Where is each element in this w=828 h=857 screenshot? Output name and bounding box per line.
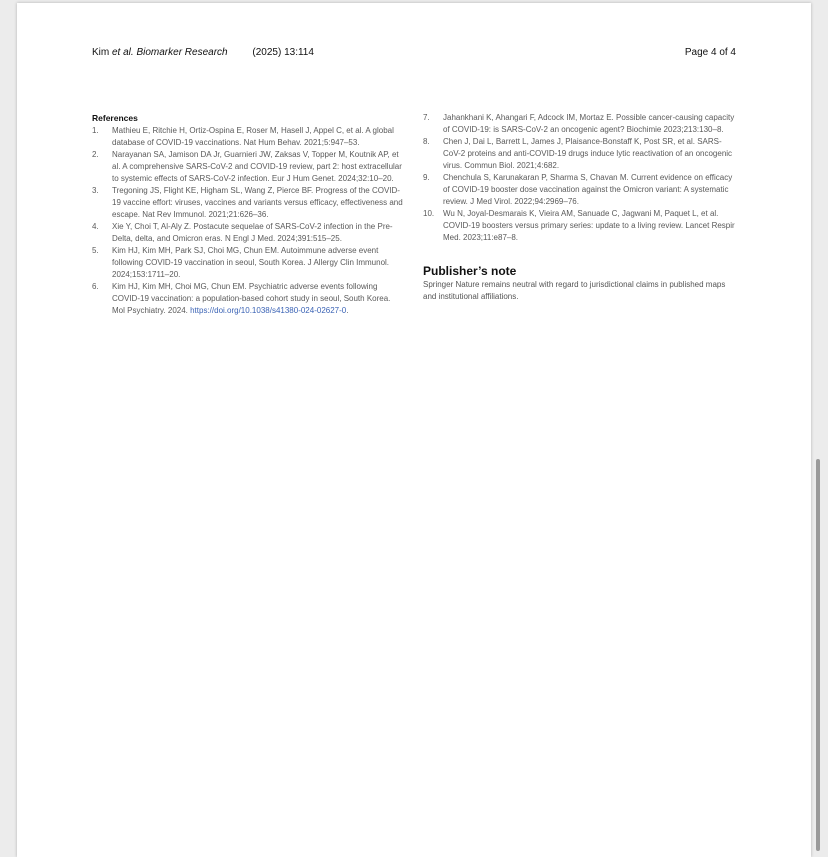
reference-item: 2. Narayanan SA, Jamison DA Jr, Guarnieri JW, Zaksas V, Topper M, Koutnik AP, et al. A comprehensive SARS-CoV-2 and COVID-19 review, part 2: host extracellular to systemic effects of SARS-CoV-2 infection. Eur J Hum Genet. 2024;32:10–20. — [92, 150, 402, 183]
running-header — [92, 47, 314, 58]
references-heading: References — [92, 113, 138, 123]
pdf-page — [17, 3, 811, 857]
publishers-note-heading: Publisher’s note — [423, 264, 517, 278]
reference-item: 9. Chenchula S, Karunakaran P, Sharma S, Chavan M. Current evidence on efficacy of COVID-19 booster dose vaccination against the Omicron variant: A systematic review. J Med Virol. 2022;94:2969–76. — [423, 173, 733, 206]
doi-link[interactable]: https://doi.org/10.1038/s41380-024-02627-0 — [190, 306, 347, 315]
journal-citation: Kim et al. Biomarker Research — [92, 47, 228, 58]
reference-item: 1. Mathieu E, Ritchie H, Ortiz-Ospina E, Roser M, Hasell J, Appel C, et al. A global database of COVID-19 vaccinations. Nat Hum Behav. 2021;5:947–53. — [92, 126, 394, 147]
vertical-scrollbar[interactable] — [816, 459, 820, 851]
reference-item: 8. Chen J, Dai L, Barrett L, James J, Plaisance-Bonstaff K, Post SR, et al. SARS-CoV-2 proteins and anti-COVID-19 drugs induce lytic reactivation of an oncogenic virus. Commun Biol. 2021;4:682. — [423, 137, 733, 170]
publishers-note-text: Springer Nature remains neutral with regard to jurisdictional claims in published maps and institutional affiliations. — [423, 280, 726, 301]
references-column-left — [92, 112, 404, 317]
reference-item: 6. Kim HJ, Kim MH, Choi MG, Chun EM. Psychiatric adverse events following COVID-19 vaccination: a population-based cohort study in seoul, South Korea. Mol Psychiatry. 2024. https://doi.org/10.1038/s41380-024-02627-0. — [92, 282, 391, 315]
page-number: Page 4 of 4 — [684, 47, 736, 58]
reference-item: 7. Jahankhani K, Ahangari F, Adcock IM, Mortaz E. Possible cancer-causing capacity of COVID-19: is SARS-CoV-2 an oncogenic agent? Biochimie 2023;213:130–8. — [423, 113, 735, 134]
reference-item: 5. Kim HJ, Kim MH, Park SJ, Choi MG, Chun EM. Autoimmune adverse event following COVID-19 vaccination in seoul, South Korea. J Allergy Clin Immunol. 2024;153:1711–20. — [92, 246, 390, 279]
references-column-right — [423, 112, 738, 303]
reference-item: 3. Tregoning JS, Flight KE, Higham SL, Wang Z, Pierce BF. Progress of the COVID-19 vaccine effort: viruses, vaccines and variants versus efficacy, effectiveness and escape. Nat Rev Immunol. 2021;21:626–36. — [92, 186, 403, 219]
volume-citation: (2025) 13:114 — [252, 47, 314, 58]
reference-item: 4. Xie Y, Choi T, Al-Aly Z. Postacute sequelae of SARS-CoV-2 infection in the Pre-Delta, delta, and Omicron eras. N Engl J Med. 2024;391:515–25. — [92, 222, 393, 243]
reference-item: 10. Wu N, Joyal-Desmarais K, Vieira AM, Sanuade C, Jagwani M, Paquet L, et al. COVID-19 boosters versus primary series: update to a living review. Lancet Respir Med. 2023;11:e87–8. — [423, 209, 735, 242]
